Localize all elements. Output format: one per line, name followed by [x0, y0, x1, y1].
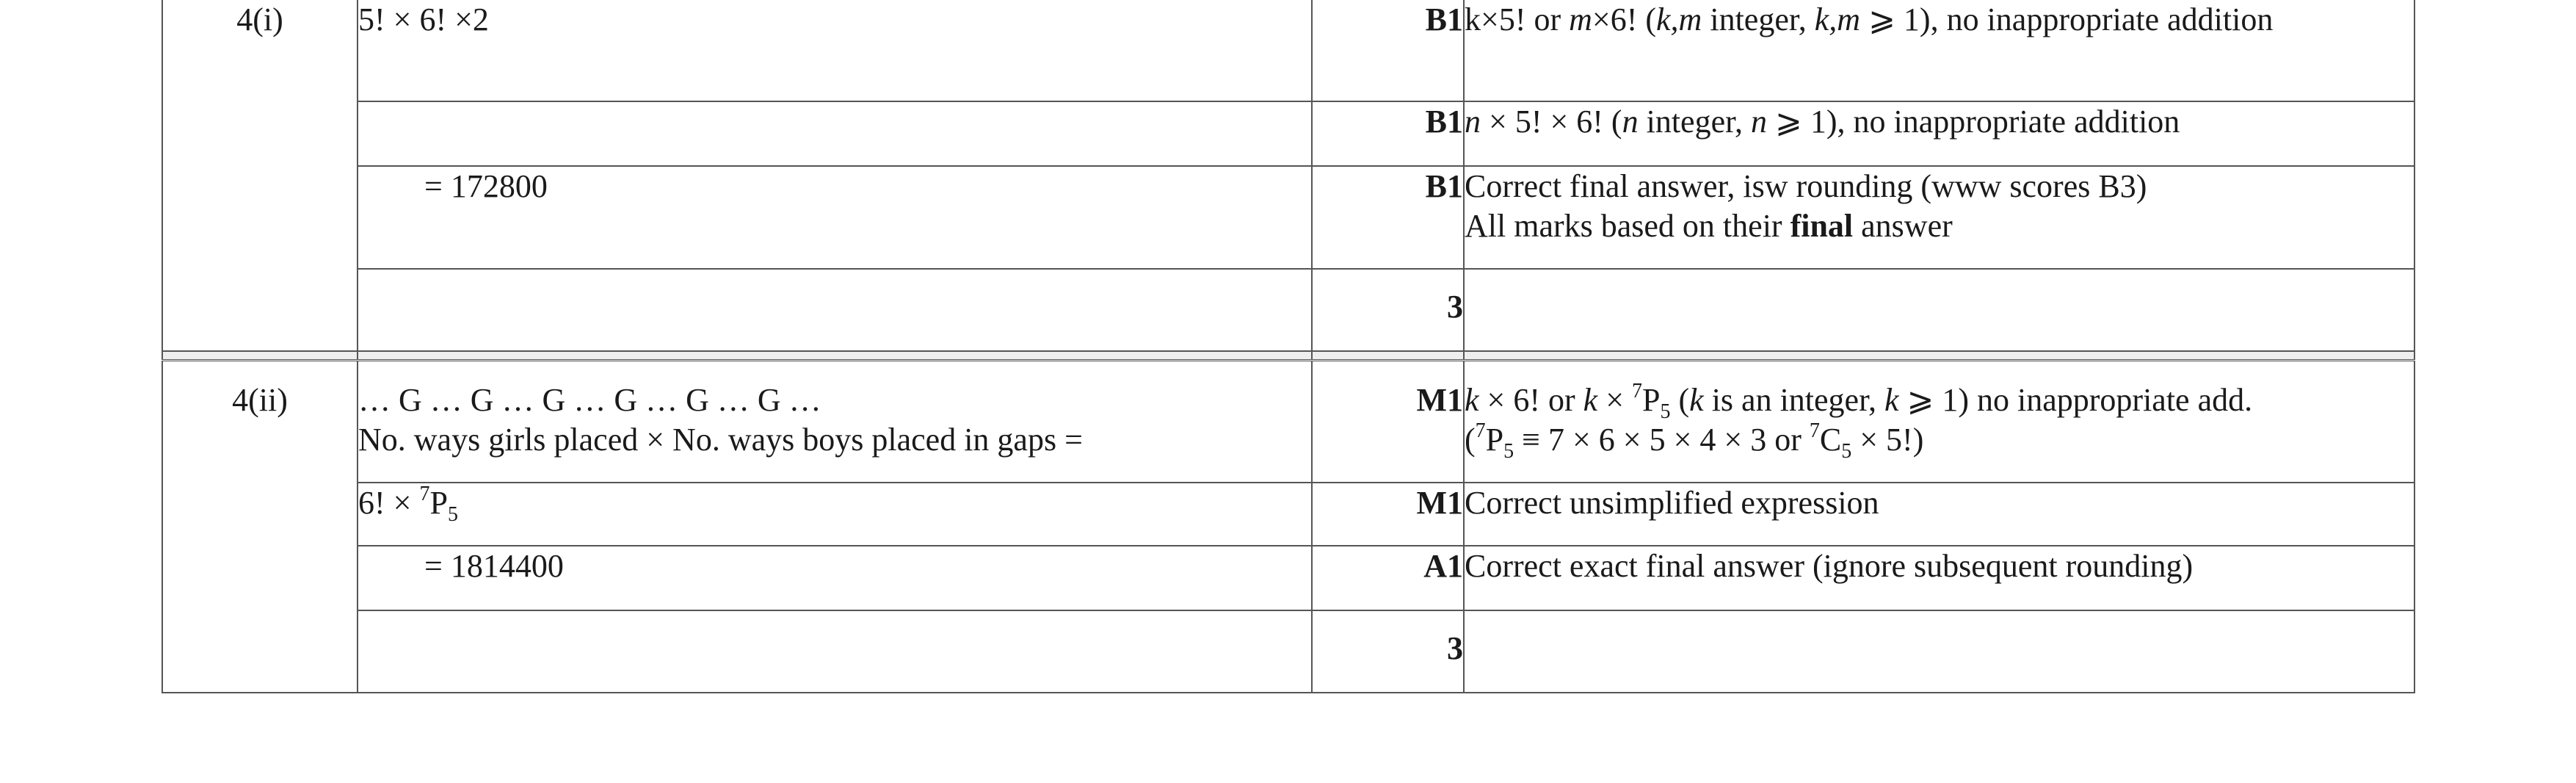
guidance-fragment: × 5!) [1851, 422, 1924, 458]
table-row [162, 166, 2414, 269]
guidance-line [1465, 206, 2414, 246]
guidance-variable: n [1465, 104, 1481, 140]
guidance-fragment: ≡ 7 × 6 × 5 × 4 × 3 or [1514, 422, 1810, 458]
table-row-total [162, 269, 2414, 351]
total-mark-cell [1312, 610, 1464, 693]
table-row [162, 101, 2414, 166]
mark-cell [1312, 483, 1464, 546]
answer-cell [358, 101, 1312, 166]
total-marks: 3 [1447, 630, 1463, 666]
table-row [162, 483, 2414, 546]
guidance-fragment: ⩾ 1) no inappropriate add. [1898, 382, 2253, 418]
answer-line: … G … G … G … G … G … G … [358, 382, 821, 418]
answer-fragment: 6! × [358, 485, 420, 521]
guidance-variable: k [1884, 382, 1899, 418]
guidance-fragment: ×6! ( [1592, 1, 1657, 37]
subscript: 5 [1503, 440, 1514, 463]
guidance-cell [1464, 101, 2414, 166]
question-number-cell [162, 361, 358, 693]
question-number: 4(i) [236, 1, 283, 37]
total-mark-cell [1312, 269, 1464, 351]
mark-code: B1 [1425, 1, 1463, 37]
divider-cell [1464, 351, 2414, 361]
guidance-fragment: × 5! × 6! ( [1481, 104, 1622, 140]
guidance-fragment: ( [1670, 382, 1690, 418]
guidance-fragment: × [1597, 382, 1633, 418]
divider-cell [1312, 351, 1464, 361]
table-row [162, 546, 2414, 610]
guidance-fragment: ⩾ 1), no inappropriate addition [1767, 104, 2180, 140]
guidance-text: Correct exact final answer (ignore subsequent rounding) [1465, 548, 2194, 584]
answer-cell [358, 361, 1312, 483]
guidance-fragment: P [1485, 422, 1504, 458]
superscript: 7 [1475, 419, 1486, 442]
guidance-fragment: integer, [1702, 1, 1815, 37]
guidance-variable: k,m [1814, 1, 1861, 37]
guidance-fragment: C [1819, 422, 1842, 458]
table-row [162, 361, 2414, 483]
subscript: 5 [447, 503, 458, 526]
guidance-variable: n [1622, 104, 1639, 140]
guidance-line: Correct final answer, isw rounding (www scores B3) [1465, 168, 2147, 204]
guidance-cell [1464, 483, 2414, 546]
answer-text: = 172800 [424, 168, 548, 204]
guidance-fragment: P [1642, 382, 1661, 418]
table-row [162, 0, 2414, 101]
mark-code: M1 [1416, 382, 1463, 418]
answer-cell [358, 546, 1312, 610]
superscript: 7 [1809, 419, 1820, 442]
answer-cell [358, 483, 1312, 546]
answer-text [358, 483, 458, 526]
guidance-variable: m [1569, 1, 1592, 37]
guidance-variable: n [1751, 104, 1767, 140]
guidance-variable: k,m [1656, 1, 1702, 37]
mark-scheme-table [162, 0, 2415, 693]
answer-cell [358, 0, 1312, 101]
divider-cell [162, 351, 358, 361]
answer-text: = 1814400 [424, 548, 564, 584]
mark-cell [1312, 101, 1464, 166]
question-number-cell [162, 0, 358, 351]
total-marks: 3 [1447, 289, 1463, 325]
guidance-fragment: × 6! or [1479, 382, 1583, 418]
guidance-variable: k [1689, 382, 1704, 418]
guidance-fragment: integer, [1638, 104, 1751, 140]
mark-code: B1 [1425, 104, 1463, 140]
guidance-fragment: ⩾ 1), no inappropriate addition [1860, 1, 2274, 37]
mark-cell [1312, 166, 1464, 269]
guidance-cell [1464, 0, 2414, 101]
superscript: 7 [1632, 380, 1643, 403]
mark-code: A1 [1423, 548, 1463, 584]
answer-cell [358, 610, 1312, 693]
mark-cell [1312, 361, 1464, 483]
superscript: 7 [419, 483, 430, 505]
table-row-total [162, 610, 2414, 693]
guidance-text [1465, 102, 2414, 142]
guidance-variable: k [1465, 382, 1479, 418]
guidance-fragment: is an integer, [1703, 382, 1884, 418]
divider-cell [358, 351, 1312, 361]
guidance-text: Correct unsimplified expression [1465, 485, 1879, 521]
mark-cell [1312, 546, 1464, 610]
answer-cell [358, 269, 1312, 351]
guidance-line [1465, 419, 2414, 463]
guidance-fragment: All marks based on their [1465, 208, 1790, 244]
subscript: 5 [1660, 400, 1671, 423]
guidance-fragment: ( [1465, 422, 1476, 458]
section-divider [162, 351, 2414, 361]
answer-text: 5! × 6! ×2 [358, 1, 489, 37]
question-number: 4(ii) [232, 382, 288, 418]
answer-cell [358, 166, 1312, 269]
guidance-variable: k [1583, 382, 1598, 418]
mark-cell [1312, 0, 1464, 101]
guidance-line [1465, 380, 2414, 423]
guidance-cell [1464, 610, 2414, 693]
guidance-text [1465, 0, 2414, 40]
guidance-cell [1464, 269, 2414, 351]
mark-code: B1 [1425, 168, 1463, 204]
guidance-cell [1464, 166, 2414, 269]
subscript: 5 [1841, 440, 1852, 463]
guidance-fragment: k×5! or [1465, 1, 1570, 37]
answer-fragment: P [429, 485, 448, 521]
mark-code: M1 [1416, 485, 1463, 521]
guidance-cell [1464, 546, 2414, 610]
answer-line: No. ways girls placed × No. ways boys placed in gaps = [358, 422, 1083, 458]
guidance-fragment: answer [1853, 208, 1953, 244]
guidance-cell [1464, 361, 2414, 483]
guidance-emphasis: final [1790, 208, 1854, 244]
